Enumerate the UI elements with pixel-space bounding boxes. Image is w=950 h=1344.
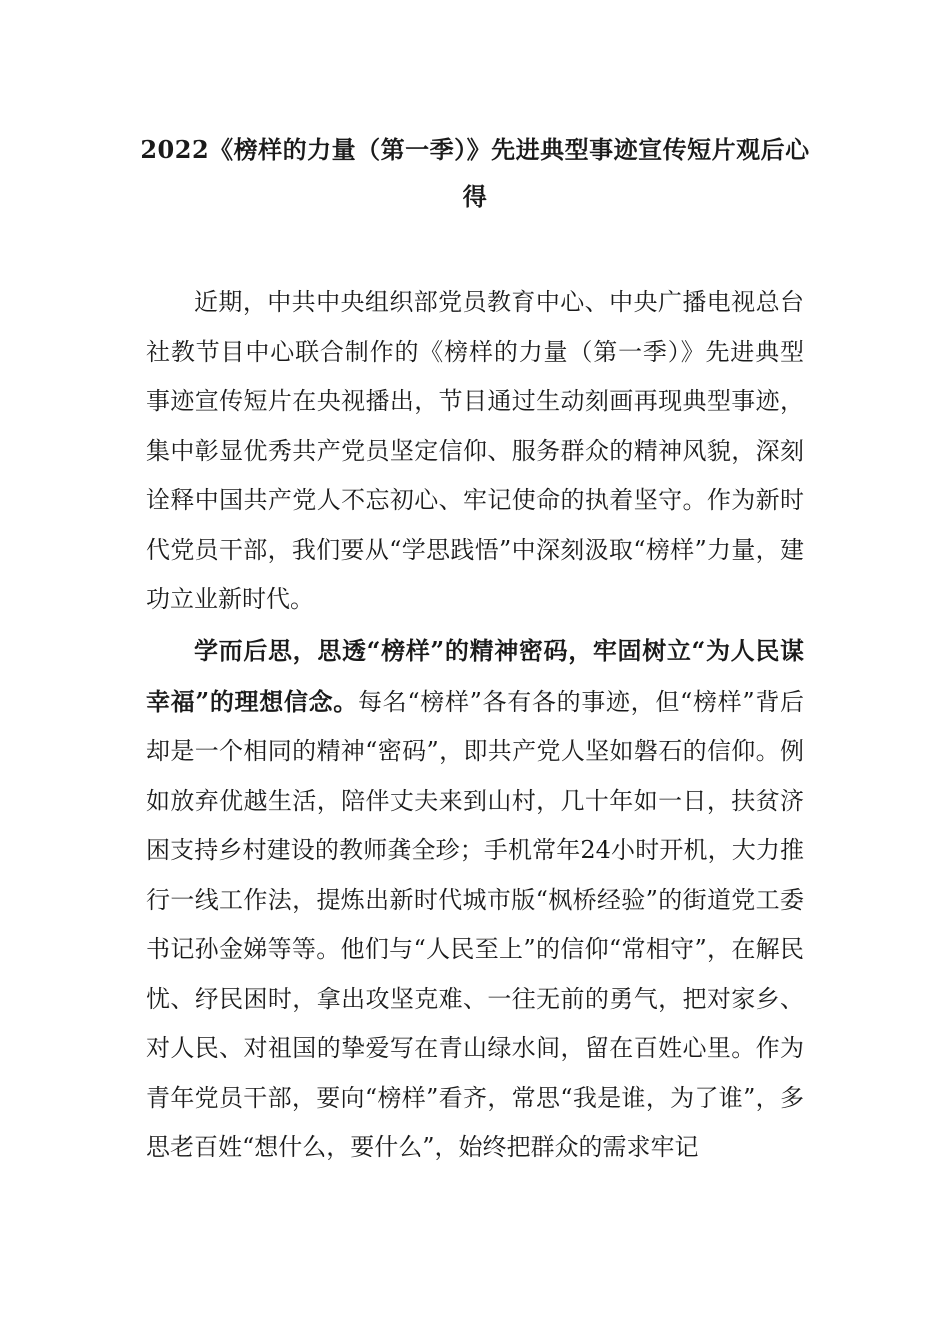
paragraph-2	[146, 626, 804, 1173]
paragraph-1	[146, 278, 804, 625]
paragraph-2-text: 每名“榜样”各有各的事迹，但“榜样”背后却是一个相同的精神“密码”，即共产党人坚如磐石的信仰。例如放弃优越生活，陪伴丈夫来到山村，几十年如一日，扶贫济困支持乡村建设的教师龚全珍；手机常年24小时开机，大力推行一线工作法，提炼出新时代城市版“枫桥经验”的街道党工委书记孙金娣等等。他们与“人民至上”的信仰“常相守”，在解民忧、纾民困时，拿出攻坚克难、一往无前的勇气，把对家乡、对人民、对祖国的挚爱写在青山绿水间，留在百姓心里。作为青年党员干部，要向“榜样”看齐，常思“我是谁，为了谁”，多思老百姓“想什么，要什么”，始终把群众的需求牢记	[146, 687, 804, 1161]
paragraph-1-text: 近期，中共中央组织部党员教育中心、中央广播电视总台社教节目中心联合制作的《榜样的力量（第一季）》先进典型事迹宣传短片在央视播出，节目通过生动刻画再现典型事迹，集中彰显优秀共产党员坚定信仰、服务群众的精神风貌，深刻诠释中国共产党人不忘初心、牢记使命的执着坚守。作为新时代党员干部，我们要从“学思践悟”中深刻汲取“榜样”力量，建功立业新时代。	[146, 288, 804, 613]
document-title: 2022《榜样的力量（第一季）》先进典型事迹宣传短片观后心得	[140, 135, 810, 211]
paragraph-2-lead: 学而后思，思透“榜样”的精神密码，牢固树立“为人民谋幸福”的理想信念。	[146, 636, 804, 716]
